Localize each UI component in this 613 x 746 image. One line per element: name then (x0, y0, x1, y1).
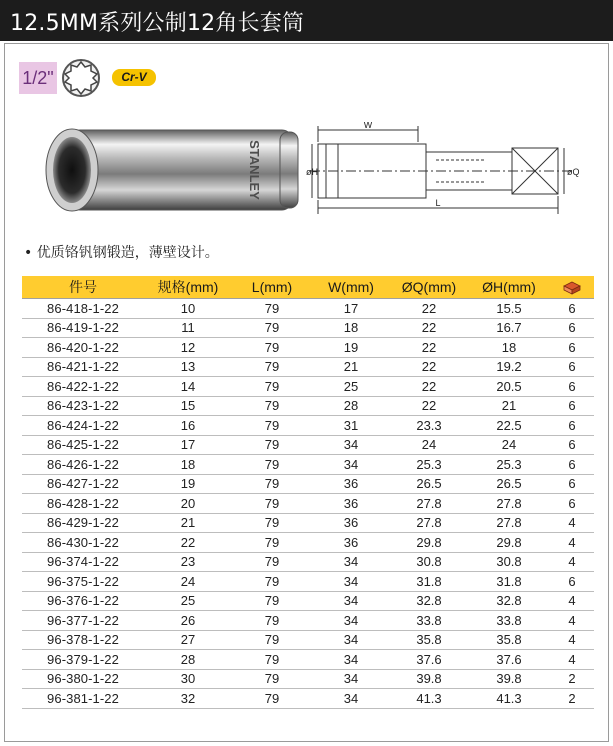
table-cell: 86-430-1-22 (22, 533, 144, 553)
table-cell: 31.8 (468, 572, 550, 592)
table-cell: 21 (144, 513, 232, 533)
table-row (22, 630, 594, 650)
table-cell: 79 (232, 396, 312, 416)
table-cell: 34 (312, 650, 390, 670)
table-cell: 86-419-1-22 (22, 318, 144, 338)
table-row (22, 591, 594, 611)
table-cell: 27.8 (390, 513, 468, 533)
table-cell: 18 (144, 455, 232, 475)
table-cell: 79 (232, 630, 312, 650)
table-cell: 86-418-1-22 (22, 299, 144, 319)
table-cell: 36 (312, 513, 390, 533)
table-cell: 27.8 (390, 494, 468, 514)
table-cell: 79 (232, 650, 312, 670)
table-cell: 15.5 (468, 299, 550, 319)
col-length: L(mm) (232, 276, 312, 299)
table-cell: 24 (468, 435, 550, 455)
table-cell: 26.5 (468, 474, 550, 494)
table-cell: 79 (232, 591, 312, 611)
table-cell: 34 (312, 455, 390, 475)
col-outer-q: ØQ(mm) (390, 276, 468, 299)
table-cell: 19.2 (468, 357, 550, 377)
table-cell: 35.8 (468, 630, 550, 650)
table-cell: 39.8 (468, 669, 550, 689)
table-cell: 86-421-1-22 (22, 357, 144, 377)
table-cell: 21 (312, 357, 390, 377)
table-cell: 6 (550, 357, 594, 377)
table-cell: 6 (550, 338, 594, 358)
table-cell: 30.8 (468, 552, 550, 572)
table-cell: 79 (232, 669, 312, 689)
table-cell: 11 (144, 318, 232, 338)
table-cell: 39.8 (390, 669, 468, 689)
table-cell: 79 (232, 416, 312, 436)
table-cell: 96-374-1-22 (22, 552, 144, 572)
table-cell: 96-378-1-22 (22, 630, 144, 650)
table-cell: 79 (232, 533, 312, 553)
table-cell: 79 (232, 474, 312, 494)
table-cell: 34 (312, 611, 390, 631)
table-cell: 36 (312, 533, 390, 553)
table-cell: 14 (144, 377, 232, 397)
table-cell: 18 (312, 318, 390, 338)
table-cell: 79 (232, 455, 312, 475)
table-cell: 4 (550, 630, 594, 650)
table-row (22, 396, 594, 416)
dimension-drawing (306, 122, 586, 218)
table-cell: 41.3 (390, 689, 468, 709)
table-cell: 79 (232, 552, 312, 572)
table-cell: 13 (144, 357, 232, 377)
table-cell: 6 (550, 416, 594, 436)
table-cell: 96-380-1-22 (22, 669, 144, 689)
table-cell: 20 (144, 494, 232, 514)
drawing-label-h: øH (306, 167, 318, 177)
table-cell: 34 (312, 552, 390, 572)
col-outer-h: ØH(mm) (468, 276, 550, 299)
table-cell: 22 (390, 299, 468, 319)
table-cell: 2 (550, 669, 594, 689)
table-row (22, 299, 594, 319)
drawing-label-w: W (363, 122, 373, 130)
table-cell: 6 (550, 377, 594, 397)
drawing-label-l: L (435, 198, 441, 208)
table-cell: 22.5 (468, 416, 550, 436)
table-cell: 10 (144, 299, 232, 319)
table-cell: 96-377-1-22 (22, 611, 144, 631)
table-cell: 34 (312, 572, 390, 592)
table-cell: 37.6 (468, 650, 550, 670)
table-cell: 86-420-1-22 (22, 338, 144, 358)
table-cell: 25.3 (468, 455, 550, 475)
table-cell: 4 (550, 552, 594, 572)
twelve-point-icon (61, 58, 101, 98)
table-cell: 96-381-1-22 (22, 689, 144, 709)
table-row (22, 416, 594, 436)
table-cell: 4 (550, 533, 594, 553)
col-pack-qty (550, 276, 594, 299)
table-cell: 19 (312, 338, 390, 358)
table-cell: 79 (232, 299, 312, 319)
table-cell: 79 (232, 357, 312, 377)
table-cell: 30.8 (390, 552, 468, 572)
table-row (22, 513, 594, 533)
table-cell: 32 (144, 689, 232, 709)
table-cell: 16 (144, 416, 232, 436)
table-cell: 34 (312, 669, 390, 689)
table-row (22, 533, 594, 553)
spec-table (22, 276, 594, 709)
table-cell: 34 (312, 591, 390, 611)
table-cell: 19 (144, 474, 232, 494)
table-cell: 25 (312, 377, 390, 397)
table-cell: 23 (144, 552, 232, 572)
table-cell: 33.8 (468, 611, 550, 631)
table-cell: 79 (232, 513, 312, 533)
table-cell: 17 (144, 435, 232, 455)
table-cell: 32.8 (468, 591, 550, 611)
table-cell: 28 (312, 396, 390, 416)
table-row (22, 377, 594, 397)
table-cell: 86-425-1-22 (22, 435, 144, 455)
table-cell: 79 (232, 377, 312, 397)
table-cell: 26.5 (390, 474, 468, 494)
table-cell: 22 (390, 318, 468, 338)
table-cell: 17 (312, 299, 390, 319)
table-cell: 6 (550, 474, 594, 494)
title-bar (0, 0, 613, 41)
table-cell: 37.6 (390, 650, 468, 670)
table-cell: 29.8 (468, 533, 550, 553)
table-row (22, 357, 594, 377)
table-cell: 21 (468, 396, 550, 416)
table-row (22, 689, 594, 709)
table-cell: 27.8 (468, 494, 550, 514)
table-cell: 6 (550, 455, 594, 475)
table-cell: 32.8 (390, 591, 468, 611)
table-cell: 30 (144, 669, 232, 689)
table-cell: 36 (312, 474, 390, 494)
table-cell: 96-379-1-22 (22, 650, 144, 670)
table-cell: 28 (144, 650, 232, 670)
table-cell: 22 (390, 357, 468, 377)
table-row (22, 318, 594, 338)
table-cell: 24 (144, 572, 232, 592)
table-cell: 6 (550, 299, 594, 319)
table-cell: 79 (232, 572, 312, 592)
table-cell: 25 (144, 591, 232, 611)
table-cell: 6 (550, 572, 594, 592)
table-row (22, 494, 594, 514)
material-badge: Cr-V (112, 69, 156, 86)
col-part-number: 件号 (22, 276, 144, 299)
table-cell: 26 (144, 611, 232, 631)
col-width: W(mm) (312, 276, 390, 299)
table-cell: 12 (144, 338, 232, 358)
table-cell: 33.8 (390, 611, 468, 631)
socket-photo (40, 120, 302, 220)
table-cell: 79 (232, 318, 312, 338)
spec-table-body (22, 299, 594, 709)
table-cell: 20.5 (468, 377, 550, 397)
table-cell: 31.8 (390, 572, 468, 592)
table-header-row (22, 276, 594, 299)
table-cell: 4 (550, 650, 594, 670)
table-cell: 6 (550, 494, 594, 514)
drawing-label-q: øQ (567, 167, 580, 177)
table-row (22, 650, 594, 670)
table-cell: 4 (550, 513, 594, 533)
table-row (22, 474, 594, 494)
col-size: 规格(mm) (144, 276, 232, 299)
feature-text: • 优质铬钒钢锻造，薄壁设计。 (24, 245, 219, 261)
table-cell: 22 (144, 533, 232, 553)
table-cell: 6 (550, 435, 594, 455)
table-cell: 79 (232, 689, 312, 709)
table-row (22, 455, 594, 475)
table-row (22, 669, 594, 689)
table-cell: 24 (390, 435, 468, 455)
table-row (22, 611, 594, 631)
table-cell: 86-424-1-22 (22, 416, 144, 436)
table-cell: 34 (312, 630, 390, 650)
table-cell: 35.8 (390, 630, 468, 650)
table-cell: 4 (550, 611, 594, 631)
table-cell: 25.3 (390, 455, 468, 475)
table-cell: 31 (312, 416, 390, 436)
table-cell: 86-429-1-22 (22, 513, 144, 533)
table-cell: 79 (232, 611, 312, 631)
table-cell: 29.8 (390, 533, 468, 553)
table-cell: 86-426-1-22 (22, 455, 144, 475)
table-cell: 27 (144, 630, 232, 650)
page-title: 12.5MM系列公制12角长套筒 (10, 11, 305, 36)
table-cell: 86-428-1-22 (22, 494, 144, 514)
table-row (22, 572, 594, 592)
table-cell: 34 (312, 689, 390, 709)
table-cell: 79 (232, 435, 312, 455)
table-cell: 23.3 (390, 416, 468, 436)
table-cell: 6 (550, 396, 594, 416)
table-row (22, 435, 594, 455)
table-cell: 86-427-1-22 (22, 474, 144, 494)
table-cell: 18 (468, 338, 550, 358)
box-icon (563, 281, 581, 295)
table-cell: 22 (390, 396, 468, 416)
table-cell: 96-376-1-22 (22, 591, 144, 611)
table-cell: 96-375-1-22 (22, 572, 144, 592)
table-cell: 2 (550, 689, 594, 709)
table-cell: 41.3 (468, 689, 550, 709)
table-cell: 16.7 (468, 318, 550, 338)
table-cell: 6 (550, 318, 594, 338)
table-cell: 22 (390, 338, 468, 358)
table-cell: 86-423-1-22 (22, 396, 144, 416)
table-cell: 22 (390, 377, 468, 397)
table-cell: 4 (550, 591, 594, 611)
drive-size-badge: 1/2" (19, 62, 57, 94)
table-row (22, 552, 594, 572)
table-cell: 79 (232, 338, 312, 358)
table-cell: 34 (312, 435, 390, 455)
table-cell: 86-422-1-22 (22, 377, 144, 397)
table-row (22, 338, 594, 358)
table-cell: 79 (232, 494, 312, 514)
brand-engraving: STANLEY (247, 140, 262, 200)
table-cell: 27.8 (468, 513, 550, 533)
table-cell: 15 (144, 396, 232, 416)
table-cell: 36 (312, 494, 390, 514)
